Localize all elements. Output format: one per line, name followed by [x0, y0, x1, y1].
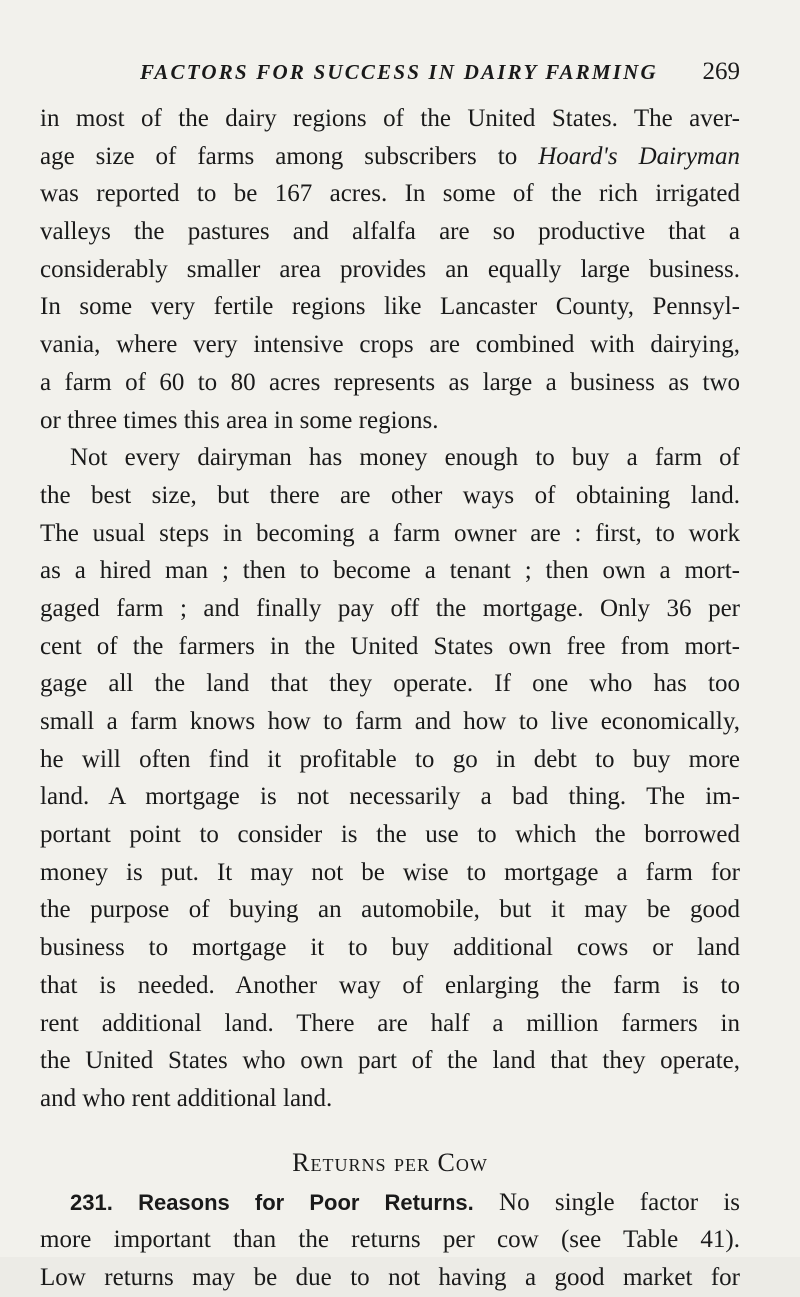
- text-line: Low returns may be due to not having a good market for: [40, 1263, 740, 1291]
- text-line: Not every dairyman has money enough to buy a farm of: [70, 444, 740, 472]
- text-line: was reported to be 167 acres. In some of the rich irrigated: [40, 180, 740, 208]
- text-line: he will often find it profitable to go in debt to buy more: [40, 745, 740, 773]
- paragraph-2: [40, 439, 740, 1117]
- text-line: valleys the pastures and alfalfa are so productive that a: [40, 218, 740, 246]
- text-line: the best size, but there are other ways of obtaining land.: [40, 481, 740, 509]
- text-line: [40, 1184, 740, 1222]
- running-title: FACTORS FOR SUCCESS IN DAIRY FARMING: [140, 60, 658, 84]
- text-line: and who rent additional land.: [40, 1084, 333, 1112]
- paragraph-number: 231.: [70, 1189, 113, 1215]
- text-line: considerably smaller area provides an equally large business.: [40, 255, 740, 283]
- text-line: small a farm knows how to farm and how to live economically,: [40, 708, 740, 735]
- text-line: as a hired man ; then to become a tenant ; then own a mort-: [40, 557, 740, 585]
- text-line: [40, 138, 740, 176]
- text-line: In some very fertile regions like Lancaster County, Pennsyl-: [40, 293, 740, 321]
- body-text: [40, 100, 740, 1297]
- section-heading: Returns per Cow: [292, 1147, 488, 1177]
- text-line: gaged farm ; and finally pay off the mortgage. Only 36 per: [40, 594, 740, 622]
- text-segment: age size of farms among subscribers to: [40, 142, 539, 170]
- page-number: 269: [702, 58, 740, 85]
- text-line: The usual steps in becoming a farm owner are : first, to work: [40, 519, 740, 547]
- text-line: in most of the dairy regions of the United States. The aver-: [40, 105, 740, 132]
- text-line: the United States who own part of the land that they operate,: [40, 1047, 740, 1075]
- text-line: portant point to consider is the use to which the borrowed: [40, 821, 740, 849]
- text-line: more important than the returns per cow (see Table 41).: [40, 1226, 740, 1254]
- text-line: land. A mortgage is not necessarily a bad thing. The im-: [40, 783, 740, 811]
- text-segment: No single factor is: [473, 1188, 741, 1216]
- text-line: rent additional land. There are half a million farmers in: [40, 1009, 740, 1037]
- text-line: cent of the farmers in the United States own free from mort-: [40, 632, 740, 660]
- publication-title: Hoard's Dairyman: [538, 142, 740, 170]
- text-line: or three times this area in some regions.: [40, 406, 439, 434]
- paragraph-3: [40, 1184, 740, 1297]
- text-line: vania, where very intensive crops are combined with dairying,: [40, 331, 740, 359]
- text-line: money is put. It may not be wise to mortgage a farm for: [40, 858, 740, 886]
- paragraph-title: Reasons for Poor Returns.: [138, 1189, 474, 1215]
- text-line: gage all the land that they operate. If one who has too: [40, 670, 740, 698]
- text-line: business to mortgage it to buy additional cows or land: [40, 934, 740, 962]
- text-line: the purpose of buying an automobile, but it may be good: [40, 896, 740, 924]
- text-line: that is needed. Another way of enlarging the farm is to: [40, 971, 740, 999]
- running-head: [80, 50, 740, 94]
- section-gap: [40, 1118, 740, 1142]
- text-line: a farm of 60 to 80 acres represents as large a business as two: [40, 368, 740, 396]
- paragraph-1: [40, 100, 740, 439]
